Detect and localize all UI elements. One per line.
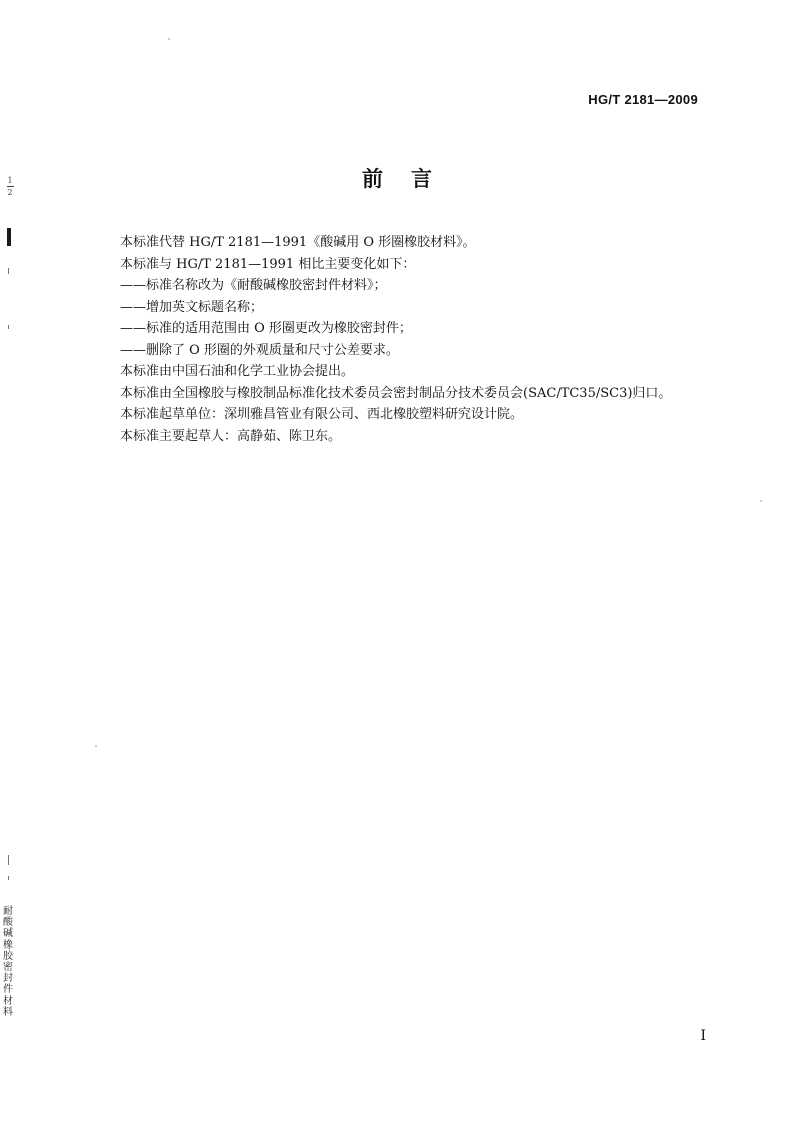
margin-black-bar	[7, 228, 11, 246]
fraction-line	[7, 186, 14, 187]
margin-tick	[8, 268, 9, 274]
list-item: ——删除了 O 形圈的外观质量和尺寸公差要求。	[120, 342, 399, 358]
margin-tick	[8, 325, 9, 329]
margin-fraction-label	[5, 176, 15, 197]
scan-speck	[760, 500, 762, 502]
scan-speck	[168, 38, 170, 40]
paragraph: 本标准起草单位：深圳雅昌管业有限公司、西北橡胶塑料研究设计院。	[120, 407, 524, 422]
paragraph: 本标准与 HG/T 2181—1991 相比主要变化如下：	[120, 256, 416, 272]
page-number: I	[700, 1028, 706, 1044]
margin-tick	[8, 855, 9, 865]
margin-tick	[8, 876, 9, 880]
page-title: 前言	[362, 167, 460, 191]
standard-code: HG/T 2181—2009	[588, 92, 698, 107]
paragraph: 本标准代替 HG/T 2181—1991《酸碱用 O 形圈橡胶材料》。	[120, 235, 476, 250]
paragraph: 本标准由中国石油和化学工业协会提出。	[120, 364, 355, 379]
list-item: ——标准名称改为《耐酸碱橡胶密封件材料》；	[120, 278, 387, 293]
list-item: ——标准的适用范围由 O 形圈更改为橡胶密封件；	[120, 321, 412, 336]
paragraph: 本标准主要起草人：高静茹、陈卫东。	[120, 428, 342, 444]
scan-speck	[95, 745, 97, 747]
fraction-numerator: 1	[7, 176, 13, 185]
margin-vertical-title: 耐酸碱橡胶密封件材料	[3, 906, 13, 1018]
fraction-denominator: 2	[7, 188, 13, 197]
paragraph: 本标准由全国橡胶与橡胶制品标准化技术委员会密封制品分技术委员会(SAC/TC35/SC3)归口。	[120, 385, 672, 401]
document-body	[120, 232, 720, 447]
list-item: ——增加英文标题名称；	[120, 299, 264, 315]
